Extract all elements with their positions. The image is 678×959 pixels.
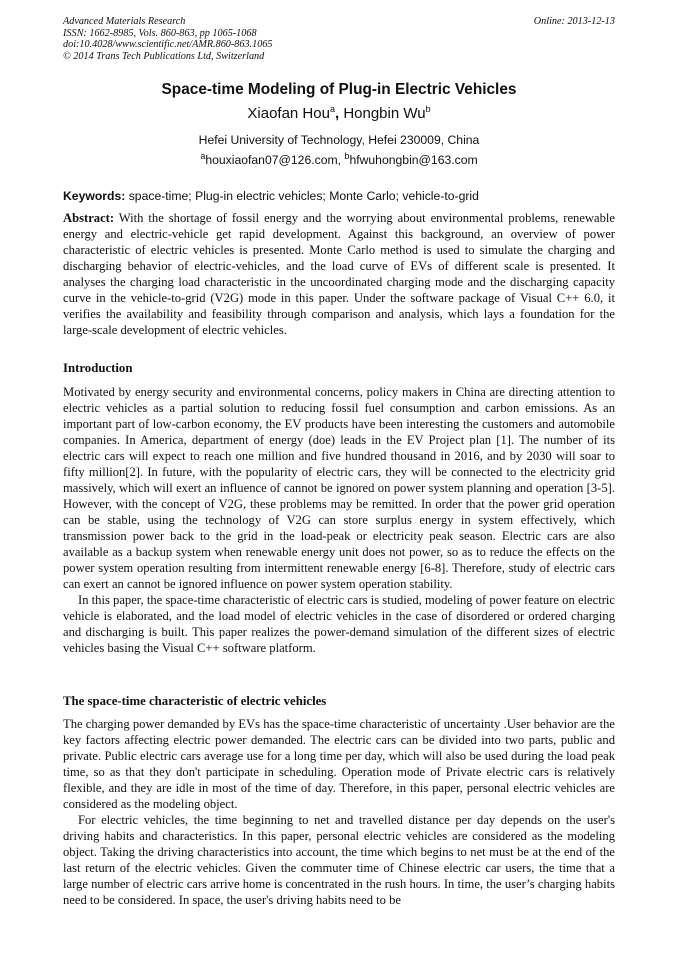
doi-line: doi:10.4028/www.scientific.net/AMR.860-863.1065 xyxy=(63,39,273,50)
issn-line: ISSN: 1662-8985, Vols. 860-863, pp 1065-1068 xyxy=(63,27,257,39)
keywords-text: space-time; Plug-in electric vehicles; Monte Carlo; vehicle-to-grid xyxy=(125,189,479,203)
paragraph: In this paper, the space-time characteristic of electric cars is studied, modeling of power feature on electric vehicle is elaborated, and the load model of electric vehicles in the case of disordered or ordered charging and discharging is built. This paper realizes the power-demand simulation of the different sizes of electric vehicles basing the Visual C++ software platform. xyxy=(63,593,615,655)
email-mark: a xyxy=(200,150,206,161)
paragraph: The charging power demanded by EVs has the space-time characteristic of uncertainty .User behavior are the key factors affecting electric power demanded. The electric cars can be divided into two parts, public and private. Public electric cars average use for a long time per day, which will also be used during the load peak time, so as that they don't participate in scheduling. Operation mode of Private electric cars is relatively flexible, and they are idle in most of the time of day. Therefore, in this paper, personal electric vehicles are considered as the modeling object. xyxy=(63,717,615,811)
space-time-body xyxy=(63,716,615,908)
email-address: houxiaofan07@126.com, xyxy=(205,153,345,167)
author-affil-mark: a xyxy=(329,104,335,114)
author-name: Xiaofan Hou xyxy=(247,105,330,122)
email-address: hfwuhongbin@163.com xyxy=(349,153,478,167)
abstract-text: With the shortage of fossil energy and the worrying about environmental problems, renewable energy and electric-vehicle get rapid development. Against this background, an overview of power characteristic of electric vehicles is presented. Monte Carlo method is used to simulate the charging and discharging behavior of electric-vehicles, and the load curve of EVs of different scale is presented. It analyses the charging load characteristic in the uncoordinated charging mode and the discharging capacity curve in the vehicle-to-grid (V2G) mode in this paper. Under the software package of Visual C++ 6.0, it verifies the availability and feasibility through comparison and analysis, which lays a foundation for the large-scale development of electric vehicles. xyxy=(63,211,615,337)
section-heading-introduction: Introduction xyxy=(63,361,133,375)
introduction-body xyxy=(63,384,615,656)
paper-title: Space-time Modeling of Plug-in Electric Vehicles xyxy=(161,81,517,98)
paragraph: For electric vehicles, the time beginning to net and travelled distance per day depends on the user's driving habits and characteristics. In this paper, personal electric vehicles are considered as the modeling object. Taking the driving characteristics into account, the time which begins to net must be at the end of the last return of the electric vehicles. Given the commuter time of Chinese electric car users, the time that a large number of electric cars arrive home is concentrated in the rush hours. In time, the user’s charging habits need to be considered. In space, the user's driving habits need to be xyxy=(63,813,615,907)
affiliation: Hefei University of Technology, Hefei 230009, China xyxy=(198,133,480,147)
author-list xyxy=(0,105,678,122)
online-date: Online: 2013-12-13 xyxy=(533,16,615,27)
journal-header xyxy=(63,16,615,62)
author-name: Hongbin Wu xyxy=(343,105,426,122)
keywords xyxy=(63,189,479,203)
section-heading-space-time: The space-time characteristic of electric vehicles xyxy=(63,694,327,708)
author-affil-mark: b xyxy=(425,104,431,114)
journal-name: Advanced Materials Research xyxy=(63,16,186,27)
email-line xyxy=(0,150,678,167)
abstract xyxy=(63,210,615,338)
copyright-line: © 2014 Trans Tech Publications Ltd, Switzerland xyxy=(63,50,265,62)
paragraph: Motivated by energy security and environmental concerns, policy makers in China are directing attention to electric vehicles as a partial solution to reducing fossil fuel consumption and carbon emissions. As an important part of low-carbon economy, the EV products have been interesting the customers and automobile companies. In America, department of energy (doe) leads in the EV Project plan [1]. The number of its electric cars will expect to reach one million and five hundred thousand in 2016, and by 2030 will soar to fifty million[2]. In future, with the popularity of electric cars, they will be connected to the electricity grid massively, which will exert an influence of cannot be ignored on power system planning and operation [3-5]. However, with the concept of V2G, these problems may be remitted. In order that the power grid operation can be stable, using the technology of V2G can store surplus energy in system effectively, which transmission power back to the grid in the load-peak or electricity peak season. Electric cars are also available as a backup system when renewable energy unit does not power, so as to reduce the effects on the power system operation resulting from intermittent renewable energy [6-8]. Therefore, study of electric cars can exert an cannot be ignored influence on power system operation stability. xyxy=(63,385,615,591)
abstract-label: Abstract: xyxy=(63,211,115,225)
author-separator: , xyxy=(334,105,344,122)
keywords-label: Keywords: xyxy=(63,189,126,203)
email-mark: b xyxy=(344,150,350,161)
